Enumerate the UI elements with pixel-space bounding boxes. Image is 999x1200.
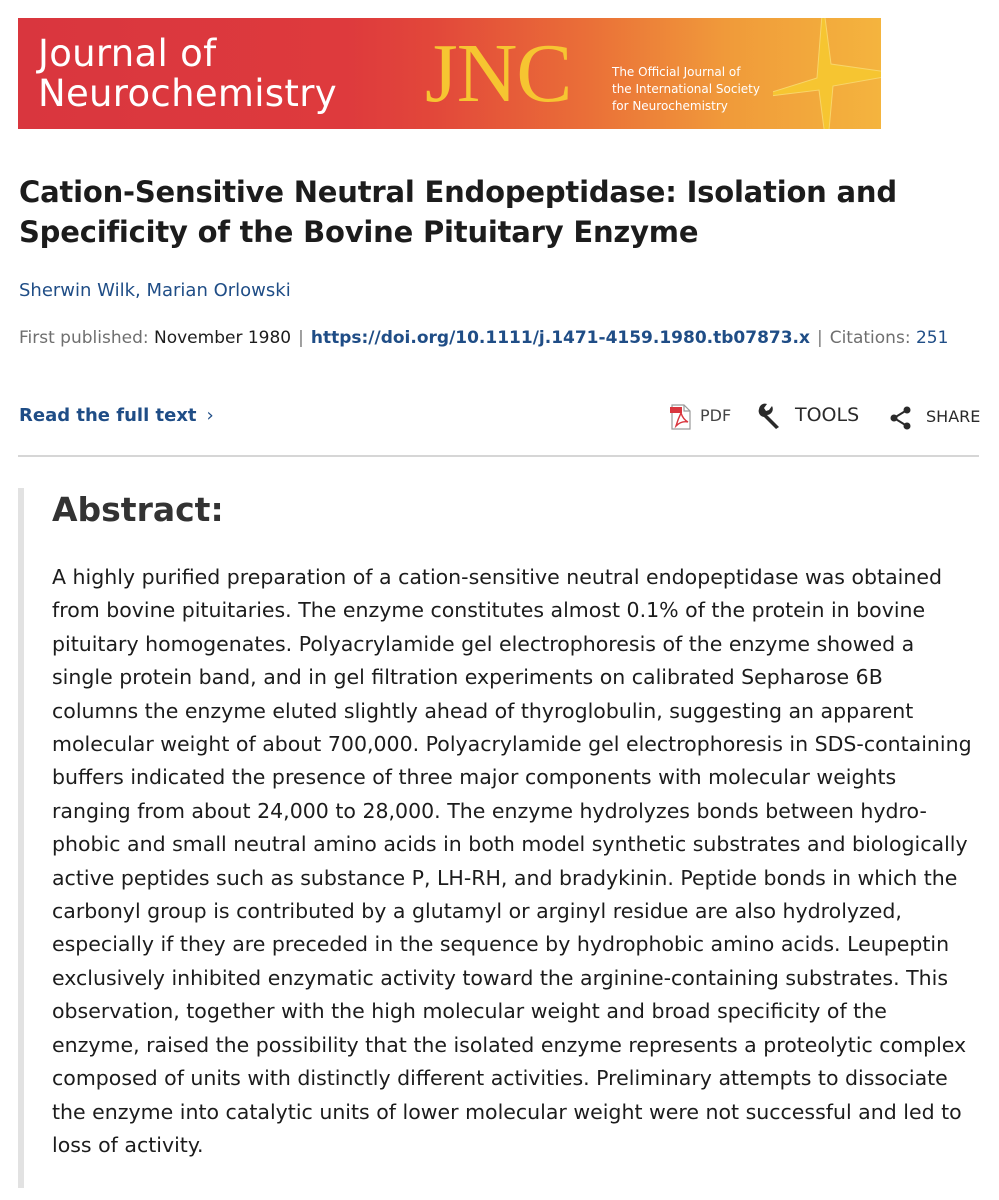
published-label: First published:: [19, 328, 149, 348]
star-burst-icon: [773, 18, 881, 129]
official-line1: The Official Journal of: [612, 65, 741, 79]
abstract-line: single protein band, and in gel filtration experiments on calibrated Sepharose 6B: [52, 665, 883, 690]
journal-name-line1: Journal of: [38, 32, 217, 75]
pdf-label: PDF: [700, 406, 732, 425]
journal-banner[interactable]: [18, 18, 881, 129]
citations-count[interactable]: 251: [915, 328, 949, 348]
journal-name-line2: Neurochemistry: [38, 72, 337, 115]
tools-button[interactable]: [755, 402, 861, 432]
jnc-logo: JNC: [425, 27, 572, 120]
abstract-line: especially if they are preceded in the sequence by hydrophobic amino acids. Leupeptin: [52, 932, 950, 957]
abstract-line: buffers indicated the presence of three major components with molecular weights: [52, 765, 897, 790]
author-link[interactable]: Marian Orlowski: [146, 280, 291, 301]
author-separator: ,: [135, 280, 141, 301]
abstract-line: columns the enzyme eluted slightly ahead of thyroglobulin, suggesting an apparent: [52, 698, 914, 723]
abstract-line: ranging from about 24,000 to 28,000. The enzyme hydrolyzes bonds between hydro-: [52, 798, 927, 823]
official-line3: for Neurochemistry: [612, 99, 728, 113]
meta-separator: |: [816, 328, 823, 348]
abstract-line: carbonyl group is contributed by a glutamyl or arginyl residue are also hydrolyzed,: [52, 899, 902, 924]
abstract-line: active peptides such as substance P, LH-RH, and bradykinin. Peptide bonds in which the: [52, 865, 958, 890]
chevron-right-icon: ›: [206, 405, 214, 426]
article-title: [19, 172, 959, 252]
read-full-text-link[interactable]: [19, 404, 214, 428]
doi-link[interactable]: https://doi.org/10.1111/j.1471-4159.1980.tb07873.x: [310, 328, 810, 348]
pdf-icon: [670, 404, 692, 430]
author-list: [19, 279, 291, 303]
abstract-accent-bar: [18, 488, 24, 1188]
citations-label: Citations:: [829, 328, 911, 348]
published-date: November 1980: [154, 328, 292, 348]
abstract-line: enzyme, raised the possibility that the isolated enzyme represents a proteolytic complex: [52, 1032, 967, 1057]
publication-meta: [19, 326, 948, 350]
journal-name: [38, 34, 337, 114]
abstract-line: molecular weight of about 700,000. Polyacrylamide gel electrophoresis in SDS-containing: [52, 732, 972, 757]
abstract-line: composed of units with distinctly different activities. Preliminary attempts to dissociate: [52, 1066, 948, 1091]
share-button[interactable]: [888, 402, 980, 432]
article-title-line2: Specificity of the Bovine Pituitary Enzyme: [19, 215, 699, 249]
read-full-text-label: Read the full text: [19, 405, 197, 426]
official-journal-text: [612, 64, 760, 115]
meta-separator: |: [298, 328, 304, 348]
abstract-line: from bovine pituitaries. The enzyme constitutes almost 0.1% of the protein in bovine: [52, 598, 926, 623]
abstract-line: exclusively inhibited enzymatic activity toward the arginine-containing substrates. This: [52, 965, 948, 990]
section-divider: [18, 455, 979, 457]
share-label: SHARE: [926, 407, 981, 426]
article-title-line1: Cation-Sensitive Neutral Endopeptidase: Isolation and: [19, 175, 897, 209]
abstract-line: phobic and small neutral amino acids in both model synthetic substrates and biologically: [52, 832, 968, 857]
author-link[interactable]: Sherwin Wilk: [19, 280, 135, 301]
abstract-line: pituitary homogenates. Polyacrylamide gel electrophoresis of the enzyme showed a: [52, 631, 915, 656]
abstract-text: [52, 561, 992, 1162]
abstract-line: A highly purified preparation of a cation-sensitive neutral endopeptidase was obtained: [52, 565, 942, 589]
abstract-heading: Abstract:: [52, 490, 224, 529]
tools-label: TOOLS: [795, 404, 860, 426]
wrench-icon: [755, 402, 783, 430]
official-line2: the International Society: [612, 82, 760, 96]
pdf-button[interactable]: [668, 402, 734, 432]
share-icon: [888, 405, 914, 431]
abstract-line: loss of activity.: [52, 1132, 204, 1157]
abstract-line: the enzyme into catalytic units of lower molecular weight were not successful and led to: [52, 1099, 962, 1124]
abstract-line: observation, together with the high molecular weight and broad specificity of the: [52, 999, 887, 1024]
